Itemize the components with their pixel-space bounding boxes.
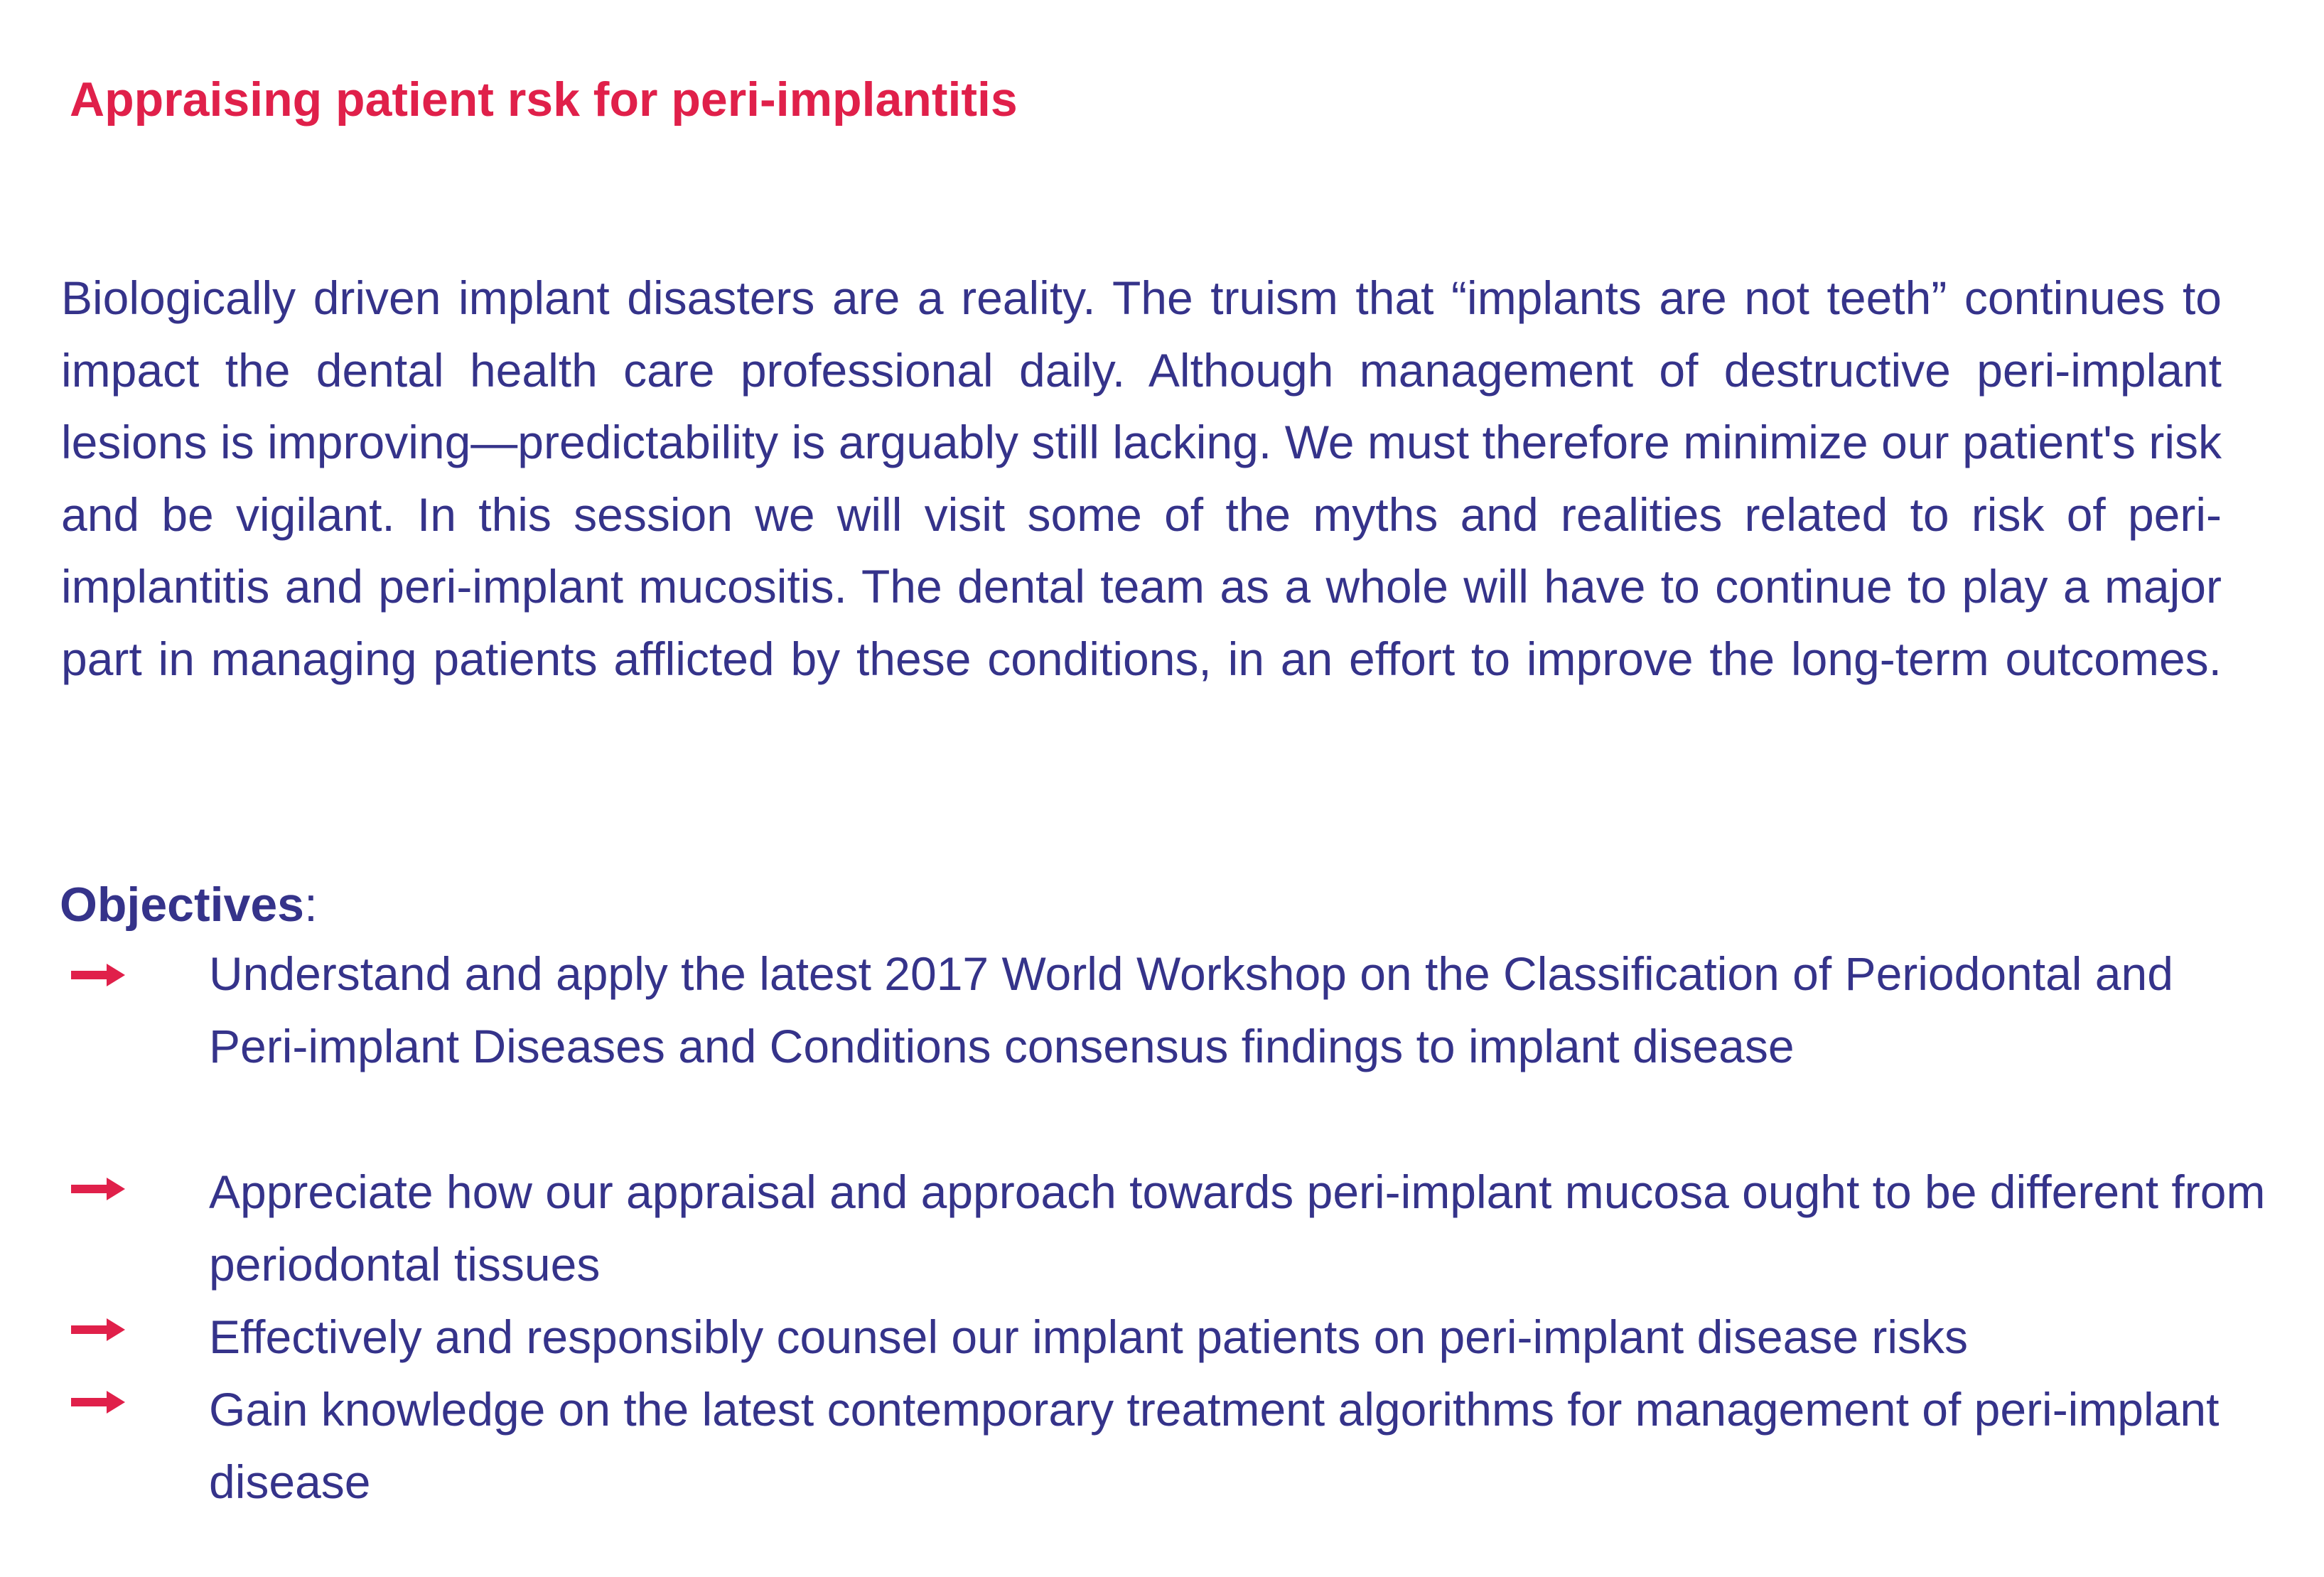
- right-arrow-icon: [71, 962, 125, 988]
- right-arrow-icon: [71, 1317, 125, 1342]
- right-arrow-icon: [71, 1389, 125, 1415]
- objective-text: Effectively and responsibly counsel our implant patients on peri-implant disease risks: [209, 1310, 1969, 1363]
- objectives-heading-label: Objectives: [60, 878, 304, 932]
- objective-text: Appreciate how our appraisal and approach towards peri-implant mucosa ought to be different from periodontal tissues: [209, 1166, 2266, 1291]
- page-title: Appraising patient rsk for peri-implantitis: [70, 72, 1018, 127]
- abstract-paragraph: Biologically driven implant disasters are a reality. The truism that “implants are not teeth” continues to impact the dental health care professional daily. Although management of destructive peri-implant lesions is improving—predictability is arguably still lacking. We must therefore minimize our patient's risk and be vigilant. In this session we will visit some of the myths and realities related to risk of peri-implantitis and peri-implant mucositis. The dental team as a whole will have to continue to play a major part in managing patients afflicted by these conditions, in an effort to improve the long-term outcomes.: [61, 271, 2222, 685]
- objective-text: Gain knowledge on the latest contemporary treatment algorithms for management of peri-implant disease: [209, 1383, 2220, 1508]
- right-arrow-icon: [71, 1176, 125, 1202]
- objectives-heading-colon: :: [303, 878, 318, 932]
- objectives-heading: [60, 876, 318, 933]
- objective-text: Understand and apply the latest 2017 World Workshop on the Classification of Periodontal and Peri-implant Diseases and Conditions consensus findings to implant disease: [209, 947, 2173, 1072]
